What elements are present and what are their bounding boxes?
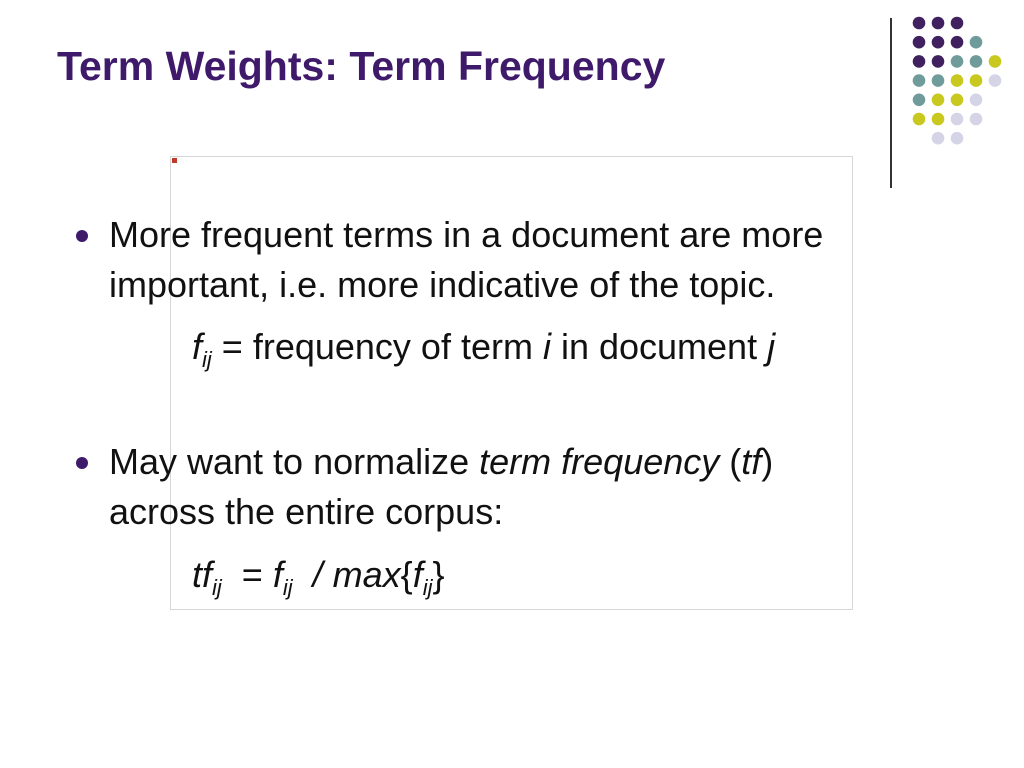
formula-right-brace: } [432,554,445,595]
formula-equals: = [221,554,273,595]
decorative-dot [932,113,945,126]
formula-tf: tf [192,554,213,595]
decorative-dot [932,132,945,145]
decorative-dot [951,17,964,30]
decorative-dot [951,132,964,145]
decorative-dot [913,113,926,126]
decorative-dot [913,55,926,68]
embedded-object-icon [172,158,177,163]
title-divider-line [890,18,892,188]
bullet-2-tf: tf [741,441,762,482]
bullet-2-line-1 [109,437,989,486]
decorative-dot [932,74,945,87]
decorative-dot [913,36,926,49]
bullet-1-line-1: More frequent terms in a document are more [109,214,824,255]
decorative-dot [989,74,1002,87]
formula-divide: / [292,554,333,595]
bullet-2-paren-open: ( [719,441,742,482]
decorative-dot [989,55,1002,68]
bullet-1-line-2: important, i.e. more indicative of the topic. [109,264,776,305]
formula-f: f [192,326,203,367]
formula-left-brace: { [400,554,413,595]
decorative-dot [913,94,926,107]
decorative-dot [951,94,964,107]
bullet-marker [76,230,88,242]
formula-f-numerator: f [272,554,283,595]
bullet-2-text-start: May want to normalize [109,441,480,482]
formula-f-numerator-subscript: ij [282,575,293,600]
decorative-dot [913,74,926,87]
formula-j: j [767,326,776,367]
decorative-dot [970,94,983,107]
decorative-dot [932,36,945,49]
formula-definition-text: = frequency of term [211,326,543,367]
formula-definition-mid: in document [550,326,768,367]
formula-i: i [542,326,551,367]
decorative-dot [951,113,964,126]
decorative-dot [951,74,964,87]
formula-f-denominator: f [412,554,423,595]
formula-f-subscript: ij [202,347,212,372]
bullet-2-line-2: across the entire corpus: [109,491,504,532]
decorative-dot [951,55,964,68]
decorative-dot [970,113,983,126]
decorative-dot [932,17,945,30]
slide-title: Term Weights: Term Frequency [57,43,666,89]
formula-normalized-tf [192,550,445,599]
decorative-dot [913,17,926,30]
bullet-2-paren-close: ) [761,441,774,482]
formula-frequency-definition [192,322,775,371]
decorative-dot [932,94,945,107]
decorative-dot [951,36,964,49]
formula-tf-subscript: ij [212,575,222,600]
decorative-dot [970,36,983,49]
decorative-dot [970,55,983,68]
bullet-marker [76,457,88,469]
decorative-dot [970,74,983,87]
formula-max: max [332,554,401,595]
bullet-2-term-frequency: term frequency [479,441,720,482]
formula-f-denominator-subscript: ij [422,575,433,600]
decorative-dot [932,55,945,68]
